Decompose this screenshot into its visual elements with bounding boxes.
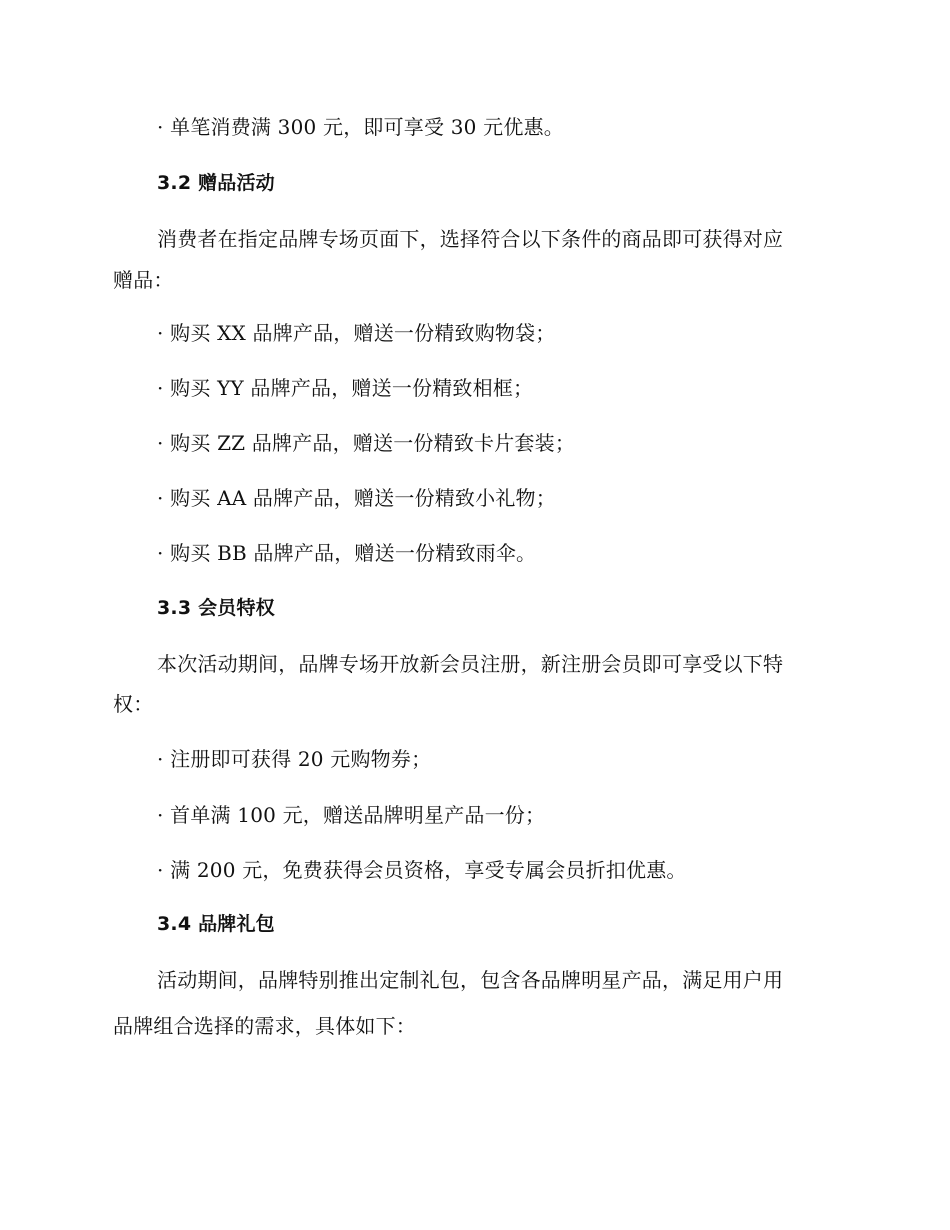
bullet-member-200: · 满 200 元，免费获得会员资格，享受专属会员折扣优惠。 bbox=[157, 858, 687, 882]
bullet-member-first-order: · 首单满 100 元，赠送品牌明星产品一份； bbox=[157, 803, 546, 827]
section-heading-3-3: 3.3 会员特权 bbox=[157, 597, 275, 619]
paragraph-member-intro-cont: 权： bbox=[113, 692, 154, 716]
paragraph-gift-intro: 消费者在指定品牌专场页面下，选择符合以下条件的商品即可获得对应 bbox=[157, 227, 784, 251]
section-heading-3-4: 3.4 品牌礼包 bbox=[157, 913, 275, 935]
bullet-member-coupon: · 注册即可获得 20 元购物券； bbox=[157, 747, 432, 771]
bullet-gift-xx: · 购买 XX 品牌产品，赠送一份精致购物袋； bbox=[157, 321, 556, 345]
bullet-discount-300: · 单笔消费满 300 元，即可享受 30 元优惠。 bbox=[157, 115, 564, 139]
section-heading-3-2: 3.2 赠品活动 bbox=[157, 172, 275, 194]
paragraph-member-intro: 本次活动期间，品牌专场开放新会员注册，新注册会员即可享受以下特 bbox=[157, 652, 784, 676]
bullet-gift-zz: · 购买 ZZ 品牌产品，赠送一份精致卡片套装； bbox=[157, 431, 576, 455]
paragraph-gift-intro-cont: 赠品： bbox=[113, 268, 174, 292]
paragraph-giftpack-intro-cont: 品牌组合选择的需求，具体如下： bbox=[113, 1014, 416, 1038]
bullet-gift-yy: · 购买 YY 品牌产品，赠送一份精致相框； bbox=[157, 376, 534, 400]
bullet-gift-bb: · 购买 BB 品牌产品，赠送一份精致雨伞。 bbox=[157, 541, 537, 565]
paragraph-giftpack-intro: 活动期间，品牌特别推出定制礼包，包含各品牌明星产品，满足用户用 bbox=[157, 968, 784, 992]
bullet-gift-aa: · 购买 AA 品牌产品，赠送一份精致小礼物； bbox=[157, 486, 556, 510]
